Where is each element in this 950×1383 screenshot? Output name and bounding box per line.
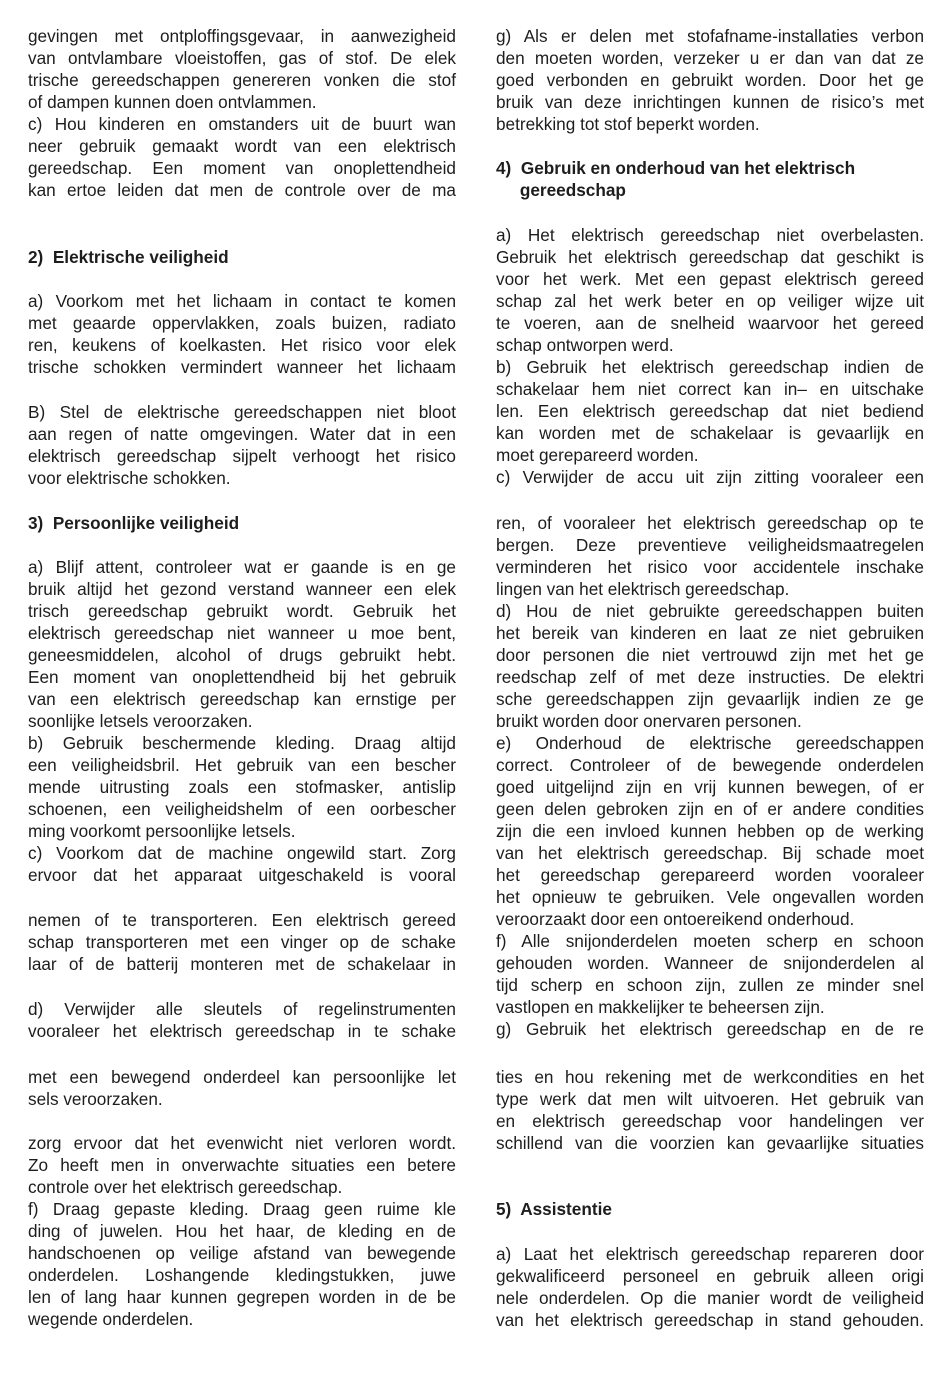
- text-line: tijd scherp en schoon zijn, zullen ze minder snel: [496, 975, 924, 995]
- text-line: bruik altijd het gezond verstand wanneer een elek: [28, 579, 456, 599]
- text-line: en elektrisch gereedschap voor handelingen ver: [496, 1111, 924, 1131]
- text-line: soonlijke letsels veroorzaken.: [28, 711, 253, 731]
- text-line: a) Voorkom met het lichaam in contact te komen: [28, 291, 456, 311]
- text-line: ervoor dat het apparaat uitgeschakeld is vooral: [28, 865, 456, 885]
- text-line: a) Het elektrisch gereedschap niet overbelasten.: [496, 225, 924, 245]
- text-line: c) Hou kinderen en omstanders uit de buurt wan: [28, 114, 456, 134]
- text-line: b) Gebruik het elektrisch gereedschap indien de: [496, 357, 924, 377]
- text-line: laar of de batterij monteren met de schakelaar in: [28, 954, 456, 974]
- text-line: len of lang haar kunnen gegrepen worden in de be: [28, 1287, 456, 1307]
- text-line: correct. Controleer of de bewegende onderdelen: [496, 755, 924, 775]
- text-line: handschoenen op veilige afstand van bewegende: [28, 1243, 456, 1263]
- text-line: sche gereedschappen zijn gevaarlijk indien ze ge: [496, 689, 924, 709]
- text-line: door personen die niet vertrouwd zijn met het ge: [496, 645, 924, 665]
- text-line: geneesmiddelen, alcohol of drugs gebruikt hebt.: [28, 645, 456, 665]
- section-heading: 5) Assistentie: [496, 1199, 612, 1219]
- text-line: c) Voorkom dat de machine ongewild start. Zorg: [28, 843, 456, 863]
- text-line: gereedschap. Een moment van onoplettendheid: [28, 158, 456, 178]
- text-line: trisch gereedschap gebruikt wordt. Gebruik het: [28, 601, 456, 621]
- text-line: ren, of vooraleer het elektrisch gereedschap op te: [496, 513, 924, 533]
- text-line: elektrisch gereedschap niet wanneer u moe bent,: [28, 623, 456, 643]
- text-line: aan regen of natte omgevingen. Water dat in een: [28, 424, 456, 444]
- text-line: zijn die een invloed kunnen hebben op de werking: [496, 821, 924, 841]
- text-line: elektrisch gereedschap sijpelt verhoogt het risico: [28, 446, 456, 466]
- text-line: Zo heeft men in onverwachte situaties een betere: [28, 1155, 456, 1175]
- text-line: voor het werk. Met een gepast elektrisch gereed: [496, 269, 924, 289]
- text-line: of dampen kunnen doen ontvlammen.: [28, 92, 317, 112]
- text-line: den moeten worden, verzeker u er dan van dat ze: [496, 48, 924, 68]
- text-line: f) Alle snijonderdelen moeten scherp en schoon: [496, 931, 924, 951]
- text-line: vastlopen en makkelijker te beheersen zijn.: [496, 997, 825, 1017]
- text-line: moet gerepareerd worden.: [496, 445, 699, 465]
- text-line: het opnieuw te gebruiken. Vele ongevallen worden: [496, 887, 924, 907]
- text-line: bruik van deze inrichtingen kunnen de risico’s met: [496, 92, 924, 112]
- text-line: B) Stel de elektrische gereedschappen niet bloot: [28, 402, 456, 422]
- text-line: van een elektrisch gereedschap kan ernstige per: [28, 689, 456, 709]
- text-line: veroorzaakt door een ontoereikend onderhoud.: [496, 909, 855, 929]
- text-line: betrekking tot stof beperkt worden.: [496, 114, 760, 134]
- text-line: mende uitrusting zoals een stofmasker, antislip: [28, 777, 456, 797]
- text-line: nele onderdelen. Op die manier wordt de veiligheid: [496, 1288, 924, 1308]
- text-line: verminderen het risico voor accidentele inschake: [496, 557, 924, 577]
- text-line: ren, keukens of koelkasten. Het risico voor elek: [28, 335, 456, 355]
- text-line: g) Als er delen met stofafname-installaties verbon: [496, 26, 924, 46]
- text-line: reedschap zelf of met deze instructies. De elektri: [496, 667, 924, 687]
- text-line: onderdelen. Loshangende kledingstukken, juwe: [28, 1265, 456, 1285]
- text-line: trische schokken vermindert wanneer het lichaam: [28, 357, 456, 377]
- text-line: type werk dat men wilt uitvoeren. Het gebruik van: [496, 1089, 924, 1109]
- text-line: zorg ervoor dat het evenwicht niet verloren wordt.: [28, 1133, 456, 1153]
- text-line: bergen. Deze preventieve veiligheidsmaatregelen: [496, 535, 924, 555]
- text-line: g) Gebruik het elektrisch gereedschap en de re: [496, 1019, 924, 1039]
- text-line: geen delen gebroken zijn en of er andere condities: [496, 799, 924, 819]
- text-line: een veiligheidsbril. Het gebruik van een bescher: [28, 755, 456, 775]
- text-line: vooraleer het elektrisch gereedschap in te schake: [28, 1021, 456, 1041]
- section-heading: gereedschap: [496, 180, 626, 200]
- text-line: ding of juwelen. Hou het haar, de kleding en de: [28, 1221, 456, 1241]
- section-heading: 2) Elektrische veiligheid: [28, 247, 229, 267]
- text-line: te voeren, aan de snelheid waarvoor het gereed: [496, 313, 924, 333]
- text-line: a) Laat het elektrisch gereedschap repareren door: [496, 1244, 924, 1264]
- text-line: van het elektrisch gereedschap. Bij schade moet: [496, 843, 924, 863]
- text-line: met geaarde oppervlakken, zoals buizen, radiato: [28, 313, 456, 333]
- text-line: schap zal het werk beter en op veiliger wijze uit: [496, 291, 924, 311]
- text-line: het bereik van kinderen en laat ze niet gebruiken: [496, 623, 924, 643]
- text-line: met een bewegend onderdeel kan persoonlijke let: [28, 1067, 456, 1087]
- text-line: neer gebruik gemaakt wordt van een elektrisch: [28, 136, 456, 156]
- section-heading: 4) Gebruik en onderhoud van het elektrisch: [496, 158, 856, 178]
- text-line: schillend van die voorzien kan gevaarlijke situaties: [496, 1133, 924, 1153]
- text-line: ming voorkomt persoonlijke letsels.: [28, 821, 296, 841]
- text-line: gekwalificeerd personeel en gebruik alleen origi: [496, 1266, 924, 1286]
- text-line: d) Hou de niet gebruikte gereedschappen buiten: [496, 601, 924, 621]
- text-line: b) Gebruik beschermende kleding. Draag altijd: [28, 733, 456, 753]
- text-line: c) Verwijder de accu uit zijn zitting vooraleer een: [496, 467, 924, 487]
- text-line: gevingen met ontploffingsgevaar, in aanwezigheid: [28, 26, 456, 46]
- text-line: ties en hou rekening met de werkcondities en het: [496, 1067, 924, 1087]
- text-line: van het elektrisch gereedschap in stand gehouden.: [496, 1310, 924, 1330]
- text-line: schoenen, een veiligheidshelm of een oorbescher: [28, 799, 456, 819]
- text-line: schap ontworpen werd.: [496, 335, 674, 355]
- text-line: controle over het elektrisch gereedschap.: [28, 1177, 343, 1197]
- text-line: kan worden met de schakelaar is gevaarlijk en: [496, 423, 924, 443]
- section-heading: 3) Persoonlijke veiligheid: [28, 513, 240, 533]
- text-line: goed verbonden en gebruikt worden. Door het ge: [496, 70, 924, 90]
- text-line: lingen van het elektrisch gereedschap.: [496, 579, 790, 599]
- text-line: len. Een elektrisch gereedschap dat niet bediend: [496, 401, 924, 421]
- text-line: nemen of te transporteren. Een elektrisch gereed: [28, 910, 456, 930]
- text-line: van ontvlambare vloeistoffen, gas of stof. De elek: [28, 48, 456, 68]
- text-line: f) Draag gepaste kleding. Draag geen ruime kle: [28, 1199, 456, 1219]
- text-line: e) Onderhoud de elektrische gereedschappen: [496, 733, 924, 753]
- text-line: het gereedschap gerepareerd worden vooraleer: [496, 865, 924, 885]
- text-line: goed uitgelijnd zijn en vrij kunnen bewegen, of er: [496, 777, 924, 797]
- text-line: kan ertoe leiden dat men de controle over de ma: [28, 180, 456, 200]
- text-line: Gebruik het elektrisch gereedschap dat geschikt is: [496, 247, 924, 267]
- text-line: a) Blijf attent, controleer wat er gaande is en ge: [28, 557, 456, 577]
- text-line: voor elektrische schokken.: [28, 468, 231, 488]
- text-line: d) Verwijder alle sleutels of regelinstrumenten: [28, 999, 456, 1019]
- text-line: sels veroorzaken.: [28, 1089, 163, 1109]
- text-line: trische gereedschappen genereren vonken die stof: [28, 70, 456, 90]
- text-line: gehouden worden. Wanneer de snijonderdelen al: [496, 953, 924, 973]
- text-line: bruikt worden door onervaren personen.: [496, 711, 802, 731]
- text-line: schakelaar hem niet correct kan in– en uitschake: [496, 379, 924, 399]
- text-line: Een moment van onoplettendheid bij het gebruik: [28, 667, 456, 687]
- text-line: schap transporteren met een vinger op de schake: [28, 932, 456, 952]
- text-line: wegende onderdelen.: [28, 1309, 194, 1329]
